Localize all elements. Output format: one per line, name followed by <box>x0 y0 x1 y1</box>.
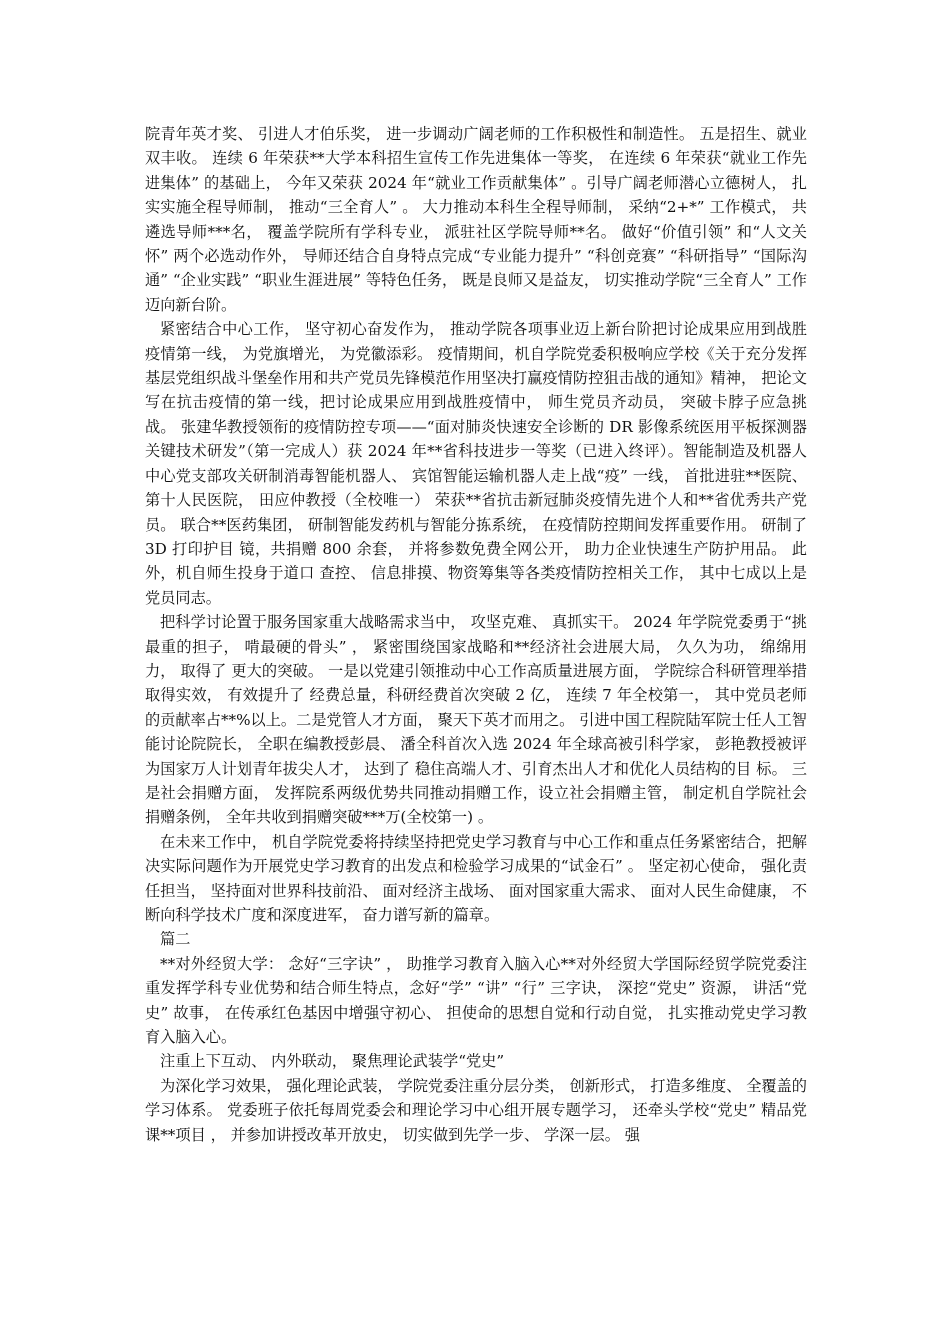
section-heading-part-two: 篇二 <box>160 930 191 949</box>
subheading-theory-study: 注重上下互动、 内外联动， 聚焦理论武装学“党史” <box>160 1052 505 1071</box>
paragraph-future-work: 在未来工作中， 机自学院党委将持续坚持把党史学习教育与中心工作和重点任务紧密结合，把解决实际问题作为开展党史学习教育的出发点和检验学习成果的“试金石” 。 坚定初心使命， 强化责任担当， 坚持面对世界科技前沿、 面对经济主战场、 面对国家重大需求、 面对人民生命健康， 不断向科学技术广度和深度进军， 奋力谱写新的篇章。 <box>145 832 808 924</box>
paragraph-national-strategy-research: 把科学讨论置于服务国家重大战略需求当中， 攻坚克难、 真抓实干。 2024 年学院党委勇于“挑最重的担子， 啃最硬的骨头” ， 紧密围绕国家战略和**经济社会进展大局， 久久为功， 绵绵用力， 取得了 更大的突破。 一是以党建引领推动中心工作高质量进展方面， 学院综合科研管理举措取得实效， 有效提升了 经费总量，科研经费首次突破 2 亿， 连续 7 年全校第一， 其中党员老师的贡献率占**%以上。二是党管人才方面， 聚天下英才而用之。 引进中国工程院陆军院士任人工智能讨论院院长， 全职在编教授彭晨、 潘全科首次入选 2024 年全球高被引科学家， 彭艳教授被评为国家万人计划青年拔尖人才， 达到了 稳住高端人才、引育杰出人才和优化人员结构的目 标。 三是社会捐赠方面， 发挥院系两级优势共同推动捐赠工作，设立社会捐赠主管， 制定机自学院社会捐赠条例， 全年共收到捐赠突破***万(全校第一) 。 <box>145 613 807 827</box>
paragraph-layered-study-system: 为深化学习效果， 强化理论武装， 学院党委注重分层分类， 创新形式， 打造多维度、 全覆盖的学习体系。 党委班子依托每周党委会和理论学习中心组开展专题学习， 还牵头学校“党史” 精品党课**项目 ， 并参加讲授改革开放史， 切实做到先学一步、 学深一层。 强 <box>145 1076 807 1144</box>
document-body <box>145 122 807 1147</box>
paragraph-epidemic-prevention: 紧密结合中心工作， 坚守初心奋发作为， 推动学院各项事业迈上新台阶把讨论成果应用到战胜疫情第一线， 为党旗增光， 为党徽添彩。 疫情期间，机自学院党委积极响应学校《关于充分发挥基层党组织战斗堡垒作用和共产党员先锋模范作用坚决打赢疫情防控狙击战的通知》精神， 把论文写在抗击疫情的第一线，把讨论成果应用到战胜疫情中， 师生党员齐动员， 突破卡脖子应急挑战。 张建华教授领衔的疫情防控专项——“面对肺炎快速安全诊断的 DR 影像系统医用平板探测器关键技术研发”（第一完成人）获 2024 年**省科技进步一等奖（已进入终评）。智能制造及机器人中心党支部攻关研制消毒智能机器人、 宾馆智能运输机器人走上战“疫” 一线， 首批进驻**医院、 第十人民医院， 田应仲教授（全校唯一） 荣获**省抗击新冠肺炎疫情先进个人和**省优秀共产党员。 联合**医药集团， 研制智能发药机与智能分拣系统， 在疫情防控期间发挥重要作用。 研制了 3D 打印护目 镜，共捐赠 800 余套， 并将参数免费全网公开， 助力企业快速生产防护用品。 此外，机自师生投身于道口 查控、 信息排摸、物资筹集等各类疫情防控相关工作， 其中七成以上是党员同志。 <box>145 320 807 607</box>
paragraph-talent-awards-and-mentorship: 院青年英才奖、 引进人才伯乐奖， 进一步调动广阔老师的工作积极性和制造性。 五是招生、就业双丰收。 连续 6 年荣获**大学本科招生宣传工作先进集体一等奖， 在连续 6 年荣获“就业工作先进集体” 的基础上， 今年又荣获 2024 年“就业工作贡献集体” 。引导广阔老师潜心立德树人， 扎实实施全程导师制， 推动“三全育人” 。 大力推动本科生全程导师制， 采纳“2+*” 工作模式， 共遴选导师***名， 覆盖学院所有学科专业， 派驻社区学院导师**名。 做好“价值引领” 和“人文关怀” 两个必选动作外， 导师还结合自身特点完成“专业能力提升” “科创竞赛” “科研指导” “国际沟通” “企业实践” “职业生涯进展” 等特色任务， 既是良师又是益友， 切实推动学院“三全育人” 工作迈向新台阶。 <box>145 125 807 314</box>
paragraph-three-word-formula: **对外经贸大学： 念好“三字诀” ， 助推学习教育入脑入心**对外经贸大学国际经贸学院党委注重发挥学科专业优势和结合师生特点，念好“学” “讲” “行” 三字诀， 深挖“党史” 资源， 讲活“党史” 故事， 在传承红色基因中增强守初心、 担使命的思想自觉和行动自觉， 扎实推动党史学习教育入脑入心。 <box>145 954 807 1047</box>
